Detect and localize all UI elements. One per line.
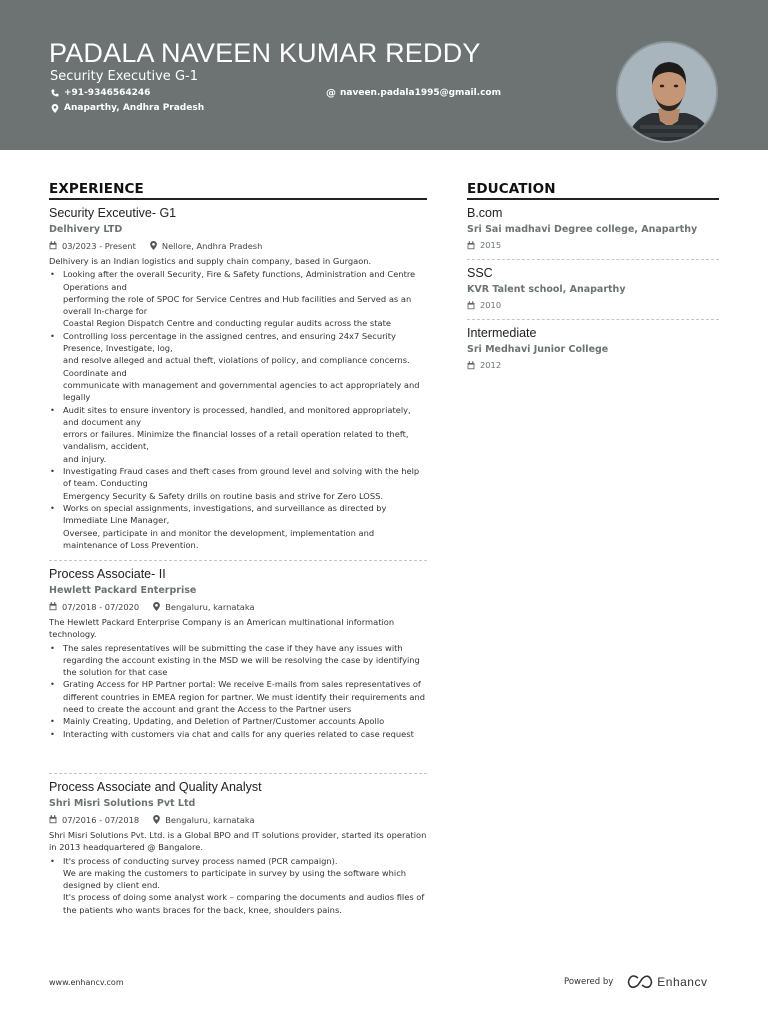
degree: B.com <box>467 206 503 220</box>
candidate-subtitle: Security Executive G-1 <box>50 69 198 84</box>
job-meta <box>49 814 427 825</box>
list-item: • The sales representatives will be submitting the case if they have any issues with regarding the account existing in the MSD we will be resolving the case by identifying the solution for that case <box>49 642 427 679</box>
job-location: Nellore, Andhra Pradesh <box>150 241 263 251</box>
education-item <box>467 266 719 310</box>
email-text: naveen.padala1995@gmail.com <box>340 88 501 98</box>
list-item: • Mainly Creating, Updating, and Deletion of Partner/Customer accounts Apollo <box>49 715 427 727</box>
location-pin-icon <box>153 602 160 611</box>
footer-branding[interactable] <box>564 975 707 989</box>
email-contact[interactable] <box>326 88 501 98</box>
job-bullets <box>49 268 427 551</box>
calendar-icon <box>49 241 57 250</box>
item-divider <box>49 560 427 561</box>
item-divider <box>467 259 719 260</box>
calendar-icon <box>49 602 57 611</box>
education-year: 2012 <box>467 360 719 370</box>
job-title: Process Associate- II <box>49 567 166 581</box>
phone-text: +91-9346564246 <box>64 88 151 98</box>
avatar <box>616 41 718 143</box>
calendar-icon <box>467 241 475 250</box>
footer-website-link[interactable]: www.enhancv.com <box>49 978 124 987</box>
job-dates: 07/2018 - 07/2020 <box>49 602 139 612</box>
phone-contact[interactable] <box>50 88 150 98</box>
item-divider <box>49 773 427 774</box>
calendar-icon <box>467 301 475 310</box>
list-item: • Grating Access for HP Partner portal: We receive E-mails from sales representatives of different countries in EMEA region for partner. We must identify their requirements and need to create the account and grant the Access to the Partner users <box>49 678 427 715</box>
company-name: Hewlett Packard Enterprise <box>49 585 197 596</box>
school-name: Sri Medhavi Junior College <box>467 344 609 355</box>
experience-divider <box>49 198 427 200</box>
job-meta <box>49 240 427 251</box>
calendar-icon <box>467 361 475 370</box>
experience-item <box>49 780 427 916</box>
list-item: • It's process of conducting survey process named (PCR campaign). We are making the customers to participate in survey by using the software which designed by client end. It's process of doing some analyst work – comparing the documents and audios files of the patients who wants braces for the back, knee, shoulders pains. <box>49 855 427 916</box>
education-year: 2015 <box>467 240 719 250</box>
list-item: • Interacting with customers via chat and calls for any queries related to case request <box>49 728 427 740</box>
job-description: Shri Misri Solutions Pvt. Ltd. is a Global BPO and IT solutions provider, started its operation in 2013 headquartered @ Bangalore. <box>49 830 427 853</box>
location-pin-icon <box>50 103 60 113</box>
education-item <box>467 326 719 370</box>
education-item <box>467 206 719 250</box>
education-year: 2010 <box>467 300 719 310</box>
job-dates: 07/2016 - 07/2018 <box>49 815 139 825</box>
list-item: • Investigating Fraud cases and theft cases from ground level and solving with the help of team. Conducting Emergency Security & Safety drills on routine basis and strive for Zero LOSS. <box>49 465 427 502</box>
company-name: Shri Misri Solutions Pvt Ltd <box>49 798 196 809</box>
enhancv-logo-icon <box>627 975 653 989</box>
at-icon: @ <box>326 87 336 99</box>
resume-header <box>0 0 768 150</box>
powered-by-label: Powered by <box>564 977 614 987</box>
job-dates: 03/2023 - Present <box>49 241 136 251</box>
location-pin-icon <box>150 241 157 250</box>
location-contact <box>50 103 204 113</box>
job-location: Bengaluru, karnataka <box>153 602 254 612</box>
job-location: Bengaluru, karnataka <box>153 815 254 825</box>
experience-heading: EXPERIENCE <box>49 181 144 197</box>
location-text: Anaparthy, Andhra Pradesh <box>64 103 205 113</box>
education-divider <box>467 198 719 200</box>
school-name: KVR Talent school, Anaparthy <box>467 284 626 295</box>
education-heading: EDUCATION <box>467 181 556 197</box>
phone-icon <box>50 88 60 98</box>
location-pin-icon <box>153 815 160 824</box>
job-bullets <box>49 642 427 740</box>
job-title: Process Associate and Quality Analyst <box>49 780 262 794</box>
list-item: • Controlling loss percentage in the assigned centres, and ensuring 24x7 Security Presence, Investigate, log, and resolve alleged and actual theft, violations of policy, and compliance concerns. Coordinate and communicate with management and governmental agencies to act appropriately and legally <box>49 330 427 404</box>
list-item: • Works on special assignments, investigations, and surveillance as directed by Immediate Line Manager, Oversee, participate in and monitor the development, implementation and maintenance of Loss Prevention. <box>49 502 427 551</box>
job-bullets <box>49 855 427 916</box>
degree: Intermediate <box>467 326 537 340</box>
experience-item <box>49 206 427 551</box>
calendar-icon <box>49 815 57 824</box>
job-title: Security Exceutive- G1 <box>49 206 177 220</box>
experience-item <box>49 567 427 740</box>
degree: SSC <box>467 266 493 280</box>
school-name: Sri Sai madhavi Degree college, Anaparthy <box>467 224 698 235</box>
list-item: • Looking after the overall Security, Fire & Safety functions, Administration and Centre Operations and performing the role of SPOC for Service Centres and Hub facilities and Served as an overall In-charge for Coastal Region Dispatch Centre and conducting regular audits across the state <box>49 268 427 329</box>
list-item: • Audit sites to ensure inventory is processed, handled, and monitored appropriately, and document any errors or failures. Minimize the financial losses of a retail operation related to theft, vandalism, accident, and injury. <box>49 404 427 465</box>
brand-name: Enhancv <box>657 975 708 989</box>
candidate-name: PADALA NAVEEN KUMAR REDDY <box>49 38 481 68</box>
job-description: Delhivery is an Indian logistics and supply chain company, based in Gurgaon. <box>49 256 372 266</box>
job-description: The Hewlett Packard Enterprise Company is an American multinational information technology. <box>49 617 395 640</box>
item-divider <box>467 319 719 320</box>
job-meta <box>49 601 427 612</box>
company-name: Delhivery LTD <box>49 224 123 235</box>
